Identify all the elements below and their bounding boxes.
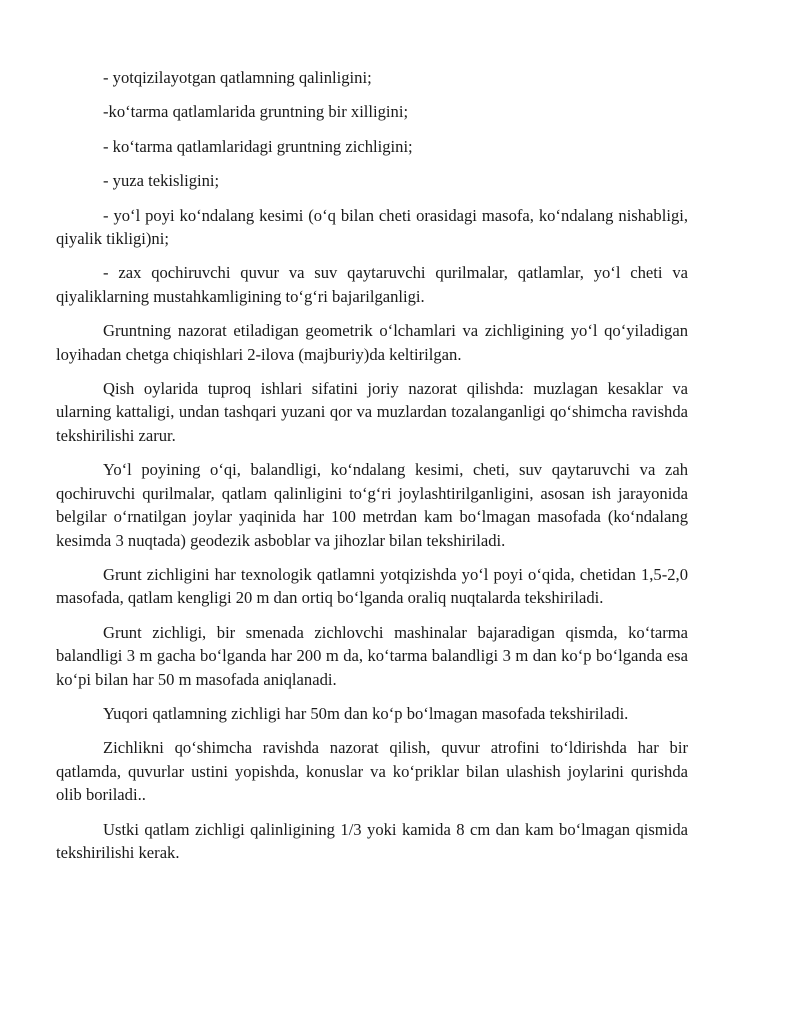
list-item: - yuza tekisligini; xyxy=(103,171,220,191)
document-page xyxy=(56,66,688,875)
body-paragraph: Zichlikni qo‘shimcha ravishda nazorat qilish, quvur atrofini to‘ldirishda har bir qatlamda, quvurlar ustini yopishda, konuslar va ko‘priklar bilan ulashish joylarini qurishda olib boriladi.. xyxy=(56,738,688,805)
list-item: -ko‘tarma qatlamlarida gruntning bir xilligini; xyxy=(103,102,409,122)
body-paragraph: Grunt zichligini har texnologik qatlamni yotqizishda yo‘l poyi o‘qida, chetidan 1,5-2,0 masofada, qatlam kengligi 20 m dan ortiq bo‘lganda oraliq nuqtalarda tekshiriladi. xyxy=(56,564,688,608)
list-item: - zax qochiruvchi quvur va suv qaytaruvchi qurilmalar, qatlamlar, yo‘l cheti va qiyaliklarning mustahkamligining to‘g‘ri bajarilganligi. xyxy=(56,263,688,306)
body-paragraph: Qish oylarida tuproq ishlari sifatini joriy nazorat qilishda: muzlagan kesaklar va ularning kattaligi, undan tashqari yuzani qor va muzlardan tozalanganligi qo‘shimcha ravishda tekshirilishi zarur. xyxy=(56,379,688,445)
body-paragraph: Grunt zichligi, bir smenada zichlovchi mashinalar bajaradigan qismda, ko‘tarma balandligi 3 m gacha bo‘lganda har 200 m da, ko‘tarma balandligi 3 m dan ko‘p bo‘lganda esa ko‘pi bilan har 50 m masofada aniqlanadi. xyxy=(56,622,688,689)
body-paragraph: Yuqori qatlamning zichligi har 50m dan ko‘p bo‘lmagan masofada tekshiriladi. xyxy=(103,703,629,723)
list-item: - yotqizilayotgan qatlamning qalinligini; xyxy=(103,68,372,87)
body-paragraph: Yo‘l poyining o‘qi, balandligi, ko‘ndalang kesimi, cheti, suv qaytaruvchi va zah qochiruvchi qurilmalar, qatlam qalinligini to‘g‘ri joylashtirilganligini, asosan ish jarayonida belgilar o‘rnatilgan joylar yaqinida har 100 metrdan kam bo‘lmagan masofada (ko‘ndalang kesimda 3 nuqtada) geodezik asboblar va jihozlar bilan tekshiriladi. xyxy=(56,460,688,550)
list-item: - yo‘l poyi ko‘ndalang kesimi (o‘q bilan cheti orasidagi masofa, ko‘ndalang nishabligi, qiyalik tikligi)ni; xyxy=(56,205,688,249)
body-paragraph: Ustki qatlam zichligi qalinligining 1/3 yoki kamida 8 cm dan kam bo‘lmagan qismida tekshirilishi kerak. xyxy=(56,819,688,862)
body-paragraph: Gruntning nazorat etiladigan geometrik o‘lchamlari va zichligining yo‘l qo‘yiladigan loyihadan chetga chiqishlari 2-ilova (majburiy)da keltirilgan. xyxy=(56,321,688,364)
list-item: - ko‘tarma qatlamlaridagi gruntning zichligini; xyxy=(103,136,413,156)
